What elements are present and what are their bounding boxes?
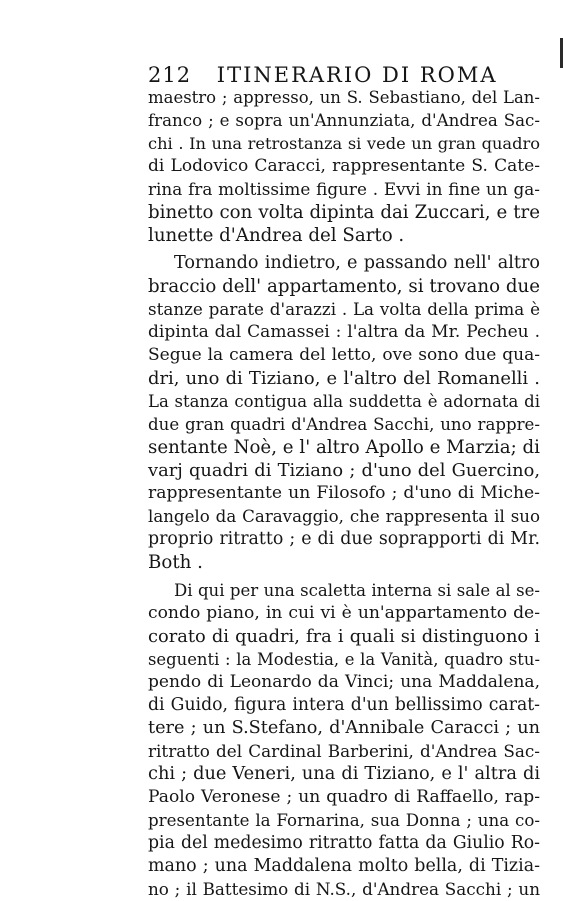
text-line: seguenti : la Modestia, e la Vanità, quadro stu- [148, 650, 540, 669]
text-line: proprio ritratto ; e di due soprapporti di Mr. [148, 529, 540, 549]
paragraph [148, 86, 540, 247]
running-header [148, 62, 548, 88]
text-line: Di qui per una scaletta interna si sale al se- [174, 581, 540, 600]
paragraph [148, 579, 540, 901]
text-line: lunette d'Andrea del Sarto . [148, 225, 405, 246]
text-line: rappresentante un Filosofo ; d'uno di Miche- [148, 483, 540, 503]
text-line: chi ; due Veneri, una di Tiziano, e l' altra di [148, 764, 540, 784]
text-line: condo piano, in cui vi è un'appartamento de- [148, 603, 540, 623]
text-line: franco ; e sopra un'Annunziata, d'Andrea Sac- [148, 111, 540, 130]
running-title: ITINERARIO DI ROMA [216, 63, 498, 87]
text-line: chi . In una retrostanza si vede un gran quadro [148, 134, 540, 153]
text-line: mano ; una Maddalena molto bella, di Tizia- [148, 856, 540, 876]
text-line: di Guido, figura intera d'un bellissimo carat- [148, 695, 540, 715]
text-line: maestro ; appresso, un S. Sebastiano, del Lan- [148, 88, 540, 107]
text-line: Tornando indietro, e passando nell' altro [174, 253, 540, 273]
text-line: rina fra moltissime figure . Evvi in fine un ga- [148, 179, 540, 199]
text-line: corato di quadri, fra i quali si distinguono i [148, 626, 540, 647]
text-line: varj quadri di Tiziano ; d'uno del Guercino, [148, 460, 540, 481]
text-line: dipinta dal Camassei : l'altra da Mr. Pecheu . [148, 322, 540, 342]
text-line: tere ; un S.Stefano, d'Annibale Caracci ; un [148, 718, 540, 738]
text-line: braccio dell' appartamento, si trovano due [148, 276, 540, 297]
text-line: di Lodovico Caracci, rappresentante S. Cate- [148, 156, 540, 176]
text-line: dri, uno di Tiziano, e l'altro del Romanelli . [148, 368, 540, 389]
text-line: Both . [148, 552, 203, 573]
text-line: stanze parate d'arazzi . La volta della prima è [148, 299, 540, 319]
text-line: sentante Noè, e l' altro Apollo e Marzia; di [148, 437, 540, 458]
text-line: presentante la Fornarina, sua Donna ; una co- [148, 811, 540, 830]
text-line: no ; il Battesimo di N.S., d'Andrea Sacchi ; un [148, 879, 540, 899]
body-text [148, 86, 540, 901]
text-line: ritratto del Cardinal Barberini, d'Andrea Sac- [148, 741, 540, 761]
paragraph [148, 252, 540, 574]
text-line: pendo di Leonardo da Vinci; una Maddalena, [148, 672, 540, 692]
text-line: La stanza contigua alla suddetta è adornata di [148, 392, 540, 411]
page-number: 212 [148, 63, 192, 87]
text-line: binetto con volta dipinta dai Zuccari, e tre [148, 202, 540, 223]
text-line: langelo da Caravaggio, che rappresenta il suo [148, 507, 540, 526]
text-line: Segue la camera del letto, ove sono due qua- [148, 345, 540, 365]
text-line: Paolo Veronese ; un quadro di Raffaello, rap- [148, 787, 540, 807]
text-line: pia del medesimo ritratto fatta da Giulio Ro- [148, 833, 540, 853]
text-line: due gran quadri d'Andrea Sacchi, uno rappre- [148, 415, 540, 434]
